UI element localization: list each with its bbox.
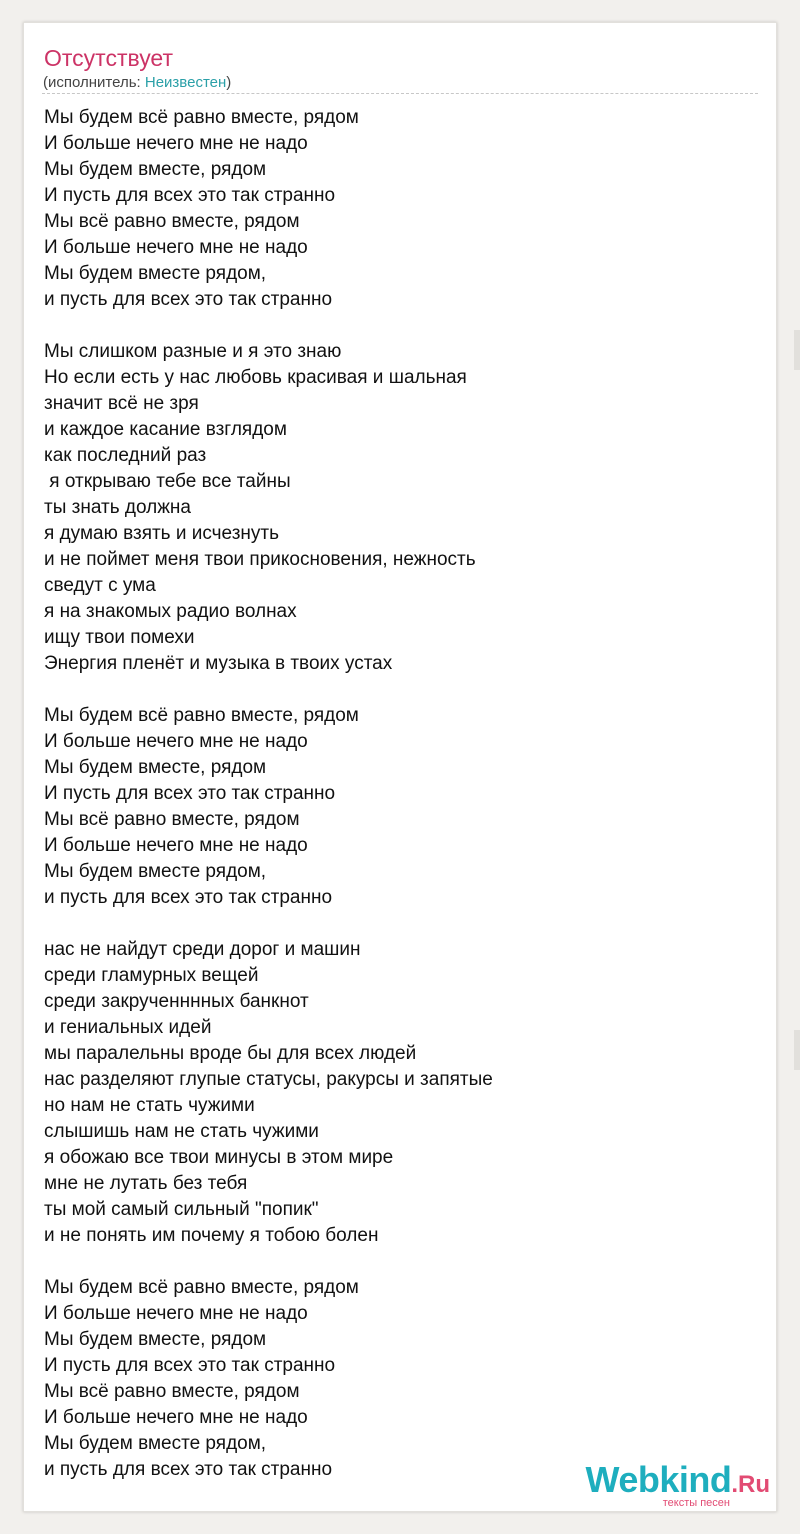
lyric-line: и каждое касание взглядом xyxy=(44,419,287,440)
lyric-line: Мы будем вместе, рядом xyxy=(44,757,267,778)
lyrics-stanza xyxy=(44,703,754,911)
lyric-line: и не понять им почему я тобою болен xyxy=(44,1225,379,1246)
lyric-line: я открываю тебе все тайны xyxy=(44,471,291,492)
lyric-line: среди гламурных вещей xyxy=(44,965,259,986)
lyrics-stanza xyxy=(44,339,754,677)
lyric-line: И пусть для всех это так странно xyxy=(44,1355,336,1376)
lyric-line: И пусть для всех это так странно xyxy=(44,783,336,804)
lyric-line: я обожаю все твои минусы в этом мире xyxy=(44,1147,394,1168)
lyric-line: И пусть для всех это так странно xyxy=(44,185,336,206)
lyric-line: мы паралельны вроде бы для всех людей xyxy=(44,1043,417,1064)
song-meta xyxy=(43,73,231,93)
lyric-line: Мы будем всё равно вместе, рядом xyxy=(44,107,359,128)
lyric-line: нас разделяют глупые статусы, ракурсы и запятые xyxy=(44,1069,493,1090)
lyric-line: Мы будем вместе рядом, xyxy=(44,1433,267,1454)
lyric-line: И больше нечего мне не надо xyxy=(44,731,308,752)
lyric-line: И больше нечего мне не надо xyxy=(44,133,308,154)
lyric-line: Мы будем всё равно вместе, рядом xyxy=(44,705,359,726)
lyrics-page xyxy=(23,22,777,1512)
lyric-line: Мы будем всё равно вместе, рядом xyxy=(44,1277,359,1298)
lyric-line: Мы будем вместе, рядом xyxy=(44,1329,267,1350)
lyric-line: я думаю взять и исчезнуть xyxy=(44,523,280,544)
lyric-line: И больше нечего мне не надо xyxy=(44,237,308,258)
lyric-line: сведут с ума xyxy=(44,575,156,596)
lyric-line: и пусть для всех это так странно xyxy=(44,289,333,310)
song-title: Отсутствует xyxy=(44,45,173,71)
meta-prefix: (исполнитель: xyxy=(43,74,145,91)
lyric-line: Энергия пленёт и музыка в твоих устах xyxy=(44,653,393,674)
lyric-line: ты знать должна xyxy=(44,497,191,518)
site-logo[interactable] xyxy=(585,1459,770,1509)
lyric-line: слышишь нам не стать чужими xyxy=(44,1121,319,1142)
lyrics-body xyxy=(44,105,754,1483)
meta-suffix: ) xyxy=(226,74,232,91)
lyric-line: ты мой самый сильный "попик" xyxy=(44,1199,319,1220)
lyric-line: и не поймет меня твои прикосновения, нежность xyxy=(44,549,476,570)
lyric-line: и гениальных идей xyxy=(44,1017,212,1038)
logo-brand: Webkind xyxy=(585,1459,732,1500)
lyrics-stanza xyxy=(44,937,754,1249)
lyric-line: ищу твои помехи xyxy=(44,627,195,648)
lyric-line: И больше нечего мне не надо xyxy=(44,1303,308,1324)
logo-tld: .Ru xyxy=(731,1471,770,1498)
scrollbar-mark xyxy=(794,1030,800,1070)
lyric-line: Мы будем вместе рядом, xyxy=(44,263,267,284)
lyric-line: Но если есть у нас любовь красивая и шальная xyxy=(44,367,467,388)
artist-link[interactable]: Неизвестен xyxy=(144,74,227,91)
lyrics-stanza xyxy=(44,105,754,313)
lyric-line: Мы будем вместе рядом, xyxy=(44,861,267,882)
lyric-line: И больше нечего мне не надо xyxy=(44,835,308,856)
lyric-line: Мы всё равно вместе, рядом xyxy=(44,1381,300,1402)
lyric-line: И больше нечего мне не надо xyxy=(44,1407,308,1428)
lyric-line: Мы слишком разные и я это знаю xyxy=(44,341,342,362)
lyric-line: Мы будем вместе, рядом xyxy=(44,159,267,180)
lyric-line: среди закрученннных банкнот xyxy=(44,991,309,1012)
lyric-line: и пусть для всех это так странно xyxy=(44,1459,333,1480)
lyrics-stanza xyxy=(44,1275,754,1483)
lyric-line: но нам не стать чужими xyxy=(44,1095,255,1116)
lyric-line: я на знакомых радио волнах xyxy=(44,601,297,622)
logo-tagline: тексты песен xyxy=(662,1497,730,1509)
lyric-line: как последний раз xyxy=(44,445,207,466)
lyric-line: Мы всё равно вместе, рядом xyxy=(44,809,300,830)
scrollbar-mark xyxy=(794,330,800,370)
lyric-line: Мы всё равно вместе, рядом xyxy=(44,211,300,232)
lyric-line: мне не лутать без тебя xyxy=(44,1173,248,1194)
header-divider xyxy=(42,93,758,94)
lyric-line: нас не найдут среди дорог и машин xyxy=(44,939,361,960)
lyric-line: значит всё не зря xyxy=(44,393,199,414)
lyric-line: и пусть для всех это так странно xyxy=(44,887,333,908)
